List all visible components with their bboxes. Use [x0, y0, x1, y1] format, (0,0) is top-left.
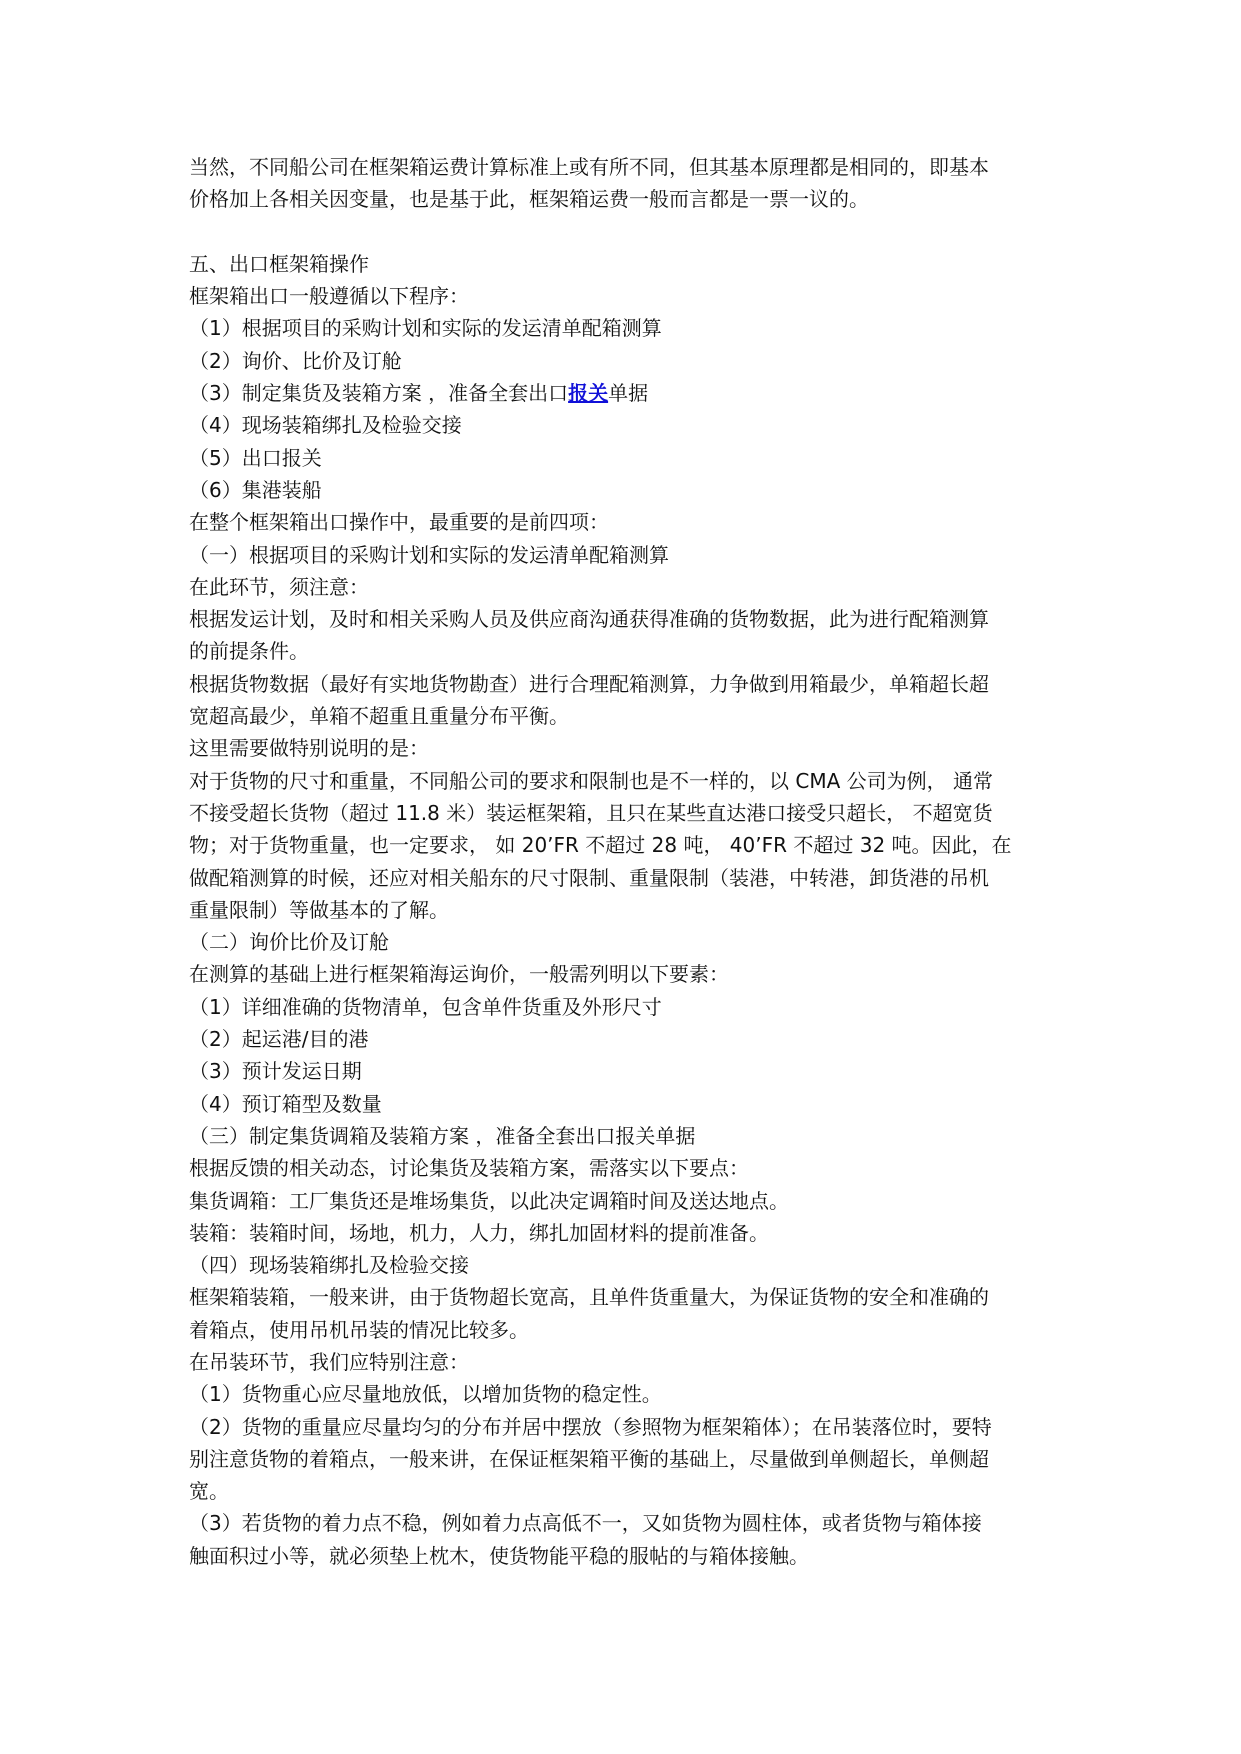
procedure-step-3-suffix: 单据 [608, 381, 649, 406]
subsection-3-point-1: 集货调箱：工厂集货还是堆场集货，以此决定调箱时间及送达地点。 [189, 1188, 789, 1213]
subsection-1-para3-line-2: 不接受超长货物（超过 11.8 米）装运框架箱，且只在某些直达港口接受只超长， 不超宽货 [189, 800, 993, 825]
intro-line-1: 当然，不同船公司在框架箱运费计算标准上或有所不同，但其基本原理都是相同的，即基本 [189, 155, 989, 179]
procedure-step-3 [189, 377, 1069, 409]
subsection-3-intro: 根据反馈的相关动态，讨论集货及装箱方案，需落实以下要点： [189, 1156, 749, 1181]
subsection-1-para2-line-2: 宽超高最少，单箱不超重且重量分布平衡。 [189, 704, 569, 729]
procedure-step-6: （6）集港装船 [189, 477, 322, 502]
document-body [189, 151, 1069, 1572]
subsection-4-item-3-line-2: 触面积过小等，就必须垫上枕木，使货物能平稳的服帖的与箱体接触。 [189, 1543, 809, 1568]
subsection-3-point-2: 装箱：装箱时间，场地，机力，人力，绑扎加固材料的提前准备。 [189, 1220, 769, 1245]
subsection-1-para3-line-1: 对于货物的尺寸和重量，不同船公司的要求和限制也是不一样的，以 CMA 公司为例， 通常 [189, 768, 993, 793]
subsection-1-para3-line-3: 物；对于货物重量，也一定要求， 如 20’FR 不超过 28 吨， 40’FR 不超过 32 吨。因此，在 [189, 833, 1012, 858]
most-important-note: 在整个框架箱出口操作中，最重要的是前四项： [189, 510, 609, 535]
subsection-4-para1-line-1: 框架箱装箱，一般来讲，由于货物超长宽高，且单件货重量大，为保证货物的安全和准确的 [189, 1285, 989, 1310]
procedure-intro: 框架箱出口一般遵循以下程序： [189, 284, 469, 309]
subsection-1-para1-line-1: 根据发运计划，及时和相关采购人员及供应商沟通获得准确的货物数据，此为进行配箱测算 [189, 607, 989, 632]
procedure-step-2: （2）询价、比价及订舱 [189, 348, 402, 373]
subsection-1-note-intro: 在此环节，须注意： [189, 574, 369, 599]
customs-declaration-link[interactable]: 报关 [568, 381, 609, 406]
subsection-2-item-3: （3）预计发运日期 [189, 1059, 362, 1084]
subsection-1-para3-line-5: 重量限制）等做基本的了解。 [189, 897, 449, 922]
subsection-2-intro: 在测算的基础上进行框架箱海运询价，一般需列明以下要素： [189, 962, 729, 987]
subsection-1-special-intro: 这里需要做特别说明的是： [189, 736, 429, 761]
subsection-2-item-2: （2）起运港/目的港 [189, 1027, 369, 1052]
intro-line-2: 价格加上各相关因变量，也是基于此，框架箱运费一般而言都是一票一议的。 [189, 187, 869, 212]
subsection-4-para1-line-2: 着箱点，使用吊机吊装的情况比较多。 [189, 1317, 529, 1342]
subsection-4-item-2-line-2: 别注意货物的着箱点，一般来讲，在保证框架箱平衡的基础上，尽量做到单侧超长，单侧超 [189, 1446, 989, 1471]
procedure-step-4: （4）现场装箱绑扎及检验交接 [189, 413, 462, 438]
subsection-4-item-1: （1）货物重心应尽量地放低，以增加货物的稳定性。 [189, 1382, 662, 1407]
section-5-heading: 五、出口框架箱操作 [189, 251, 369, 276]
subsection-4-heading: （四）现场装箱绑扎及检验交接 [189, 1253, 469, 1278]
procedure-step-5: （5）出口报关 [189, 445, 322, 470]
subsection-4-item-2-line-3: 宽。 [189, 1479, 229, 1504]
procedure-step-1: （1）根据项目的采购计划和实际的发运清单配箱测算 [189, 316, 662, 341]
subsection-2-item-1: （1）详细准确的货物清单，包含单件货重及外形尺寸 [189, 994, 662, 1019]
subsection-1-para3-line-4: 做配箱测算的时候，还应对相关船东的尺寸限制、重量限制（装港，中转港，卸货港的吊机 [189, 865, 989, 890]
subsection-4-item-3-line-1: （3）若货物的着力点不稳，例如着力点高低不一，又如货物为圆柱体，或者货物与箱体接 [189, 1511, 982, 1536]
subsection-3-heading: （三）制定集货调箱及装箱方案 ，准备全套出口报关单据 [189, 1123, 696, 1148]
procedure-step-3-text: （3）制定集货及装箱方案 ，准备全套出口 [189, 381, 569, 406]
subsection-1-para1-line-2: 的前提条件。 [189, 639, 309, 664]
subsection-1-heading: （一）根据项目的采购计划和实际的发运清单配箱测算 [189, 542, 669, 567]
subsection-2-item-4: （4）预订箱型及数量 [189, 1091, 382, 1116]
subsection-1-para2-line-1: 根据货物数据（最好有实地货物勘查）进行合理配箱测算，力争做到用箱最少，单箱超长超 [189, 671, 989, 696]
subsection-4-attention: 在吊装环节，我们应特别注意： [189, 1349, 469, 1374]
subsection-4-item-2-line-1: （2）货物的重量应尽量均匀的分布并居中摆放（参照物为框架箱体）；在吊装落位时，要特 [189, 1414, 992, 1439]
paragraph-spacer [189, 216, 1069, 248]
subsection-2-heading: （二）询价比价及订舱 [189, 930, 389, 955]
